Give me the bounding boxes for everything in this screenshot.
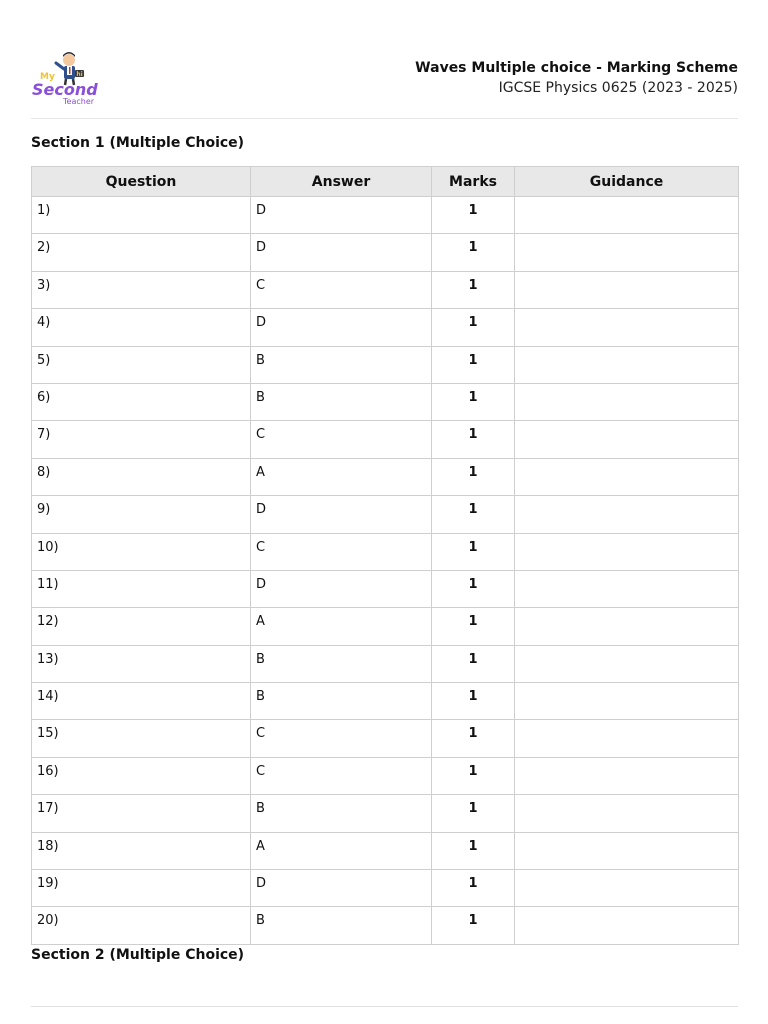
question-cell: 3) bbox=[32, 271, 251, 308]
marks-cell: 1 bbox=[432, 533, 515, 570]
guidance-cell bbox=[515, 720, 739, 757]
guidance-cell bbox=[515, 234, 739, 271]
logo-text-teacher: Teacher bbox=[63, 97, 95, 106]
document-title: Waves Multiple choice - Marking Scheme bbox=[415, 60, 738, 76]
table-row bbox=[32, 496, 739, 533]
marks-cell: 1 bbox=[432, 458, 515, 495]
answer-cell: B bbox=[251, 795, 432, 832]
table-header-row bbox=[32, 167, 739, 197]
guidance-cell bbox=[515, 907, 739, 944]
question-cell: 19) bbox=[32, 870, 251, 907]
table-row bbox=[32, 458, 739, 495]
table-row bbox=[32, 645, 739, 682]
footer-divider bbox=[31, 1006, 738, 1007]
marks-cell: 1 bbox=[432, 645, 515, 682]
table-row bbox=[32, 346, 739, 383]
answer-cell: A bbox=[251, 832, 432, 869]
question-cell: 20) bbox=[32, 907, 251, 944]
guidance-cell bbox=[515, 570, 739, 607]
guidance-cell bbox=[515, 197, 739, 234]
answer-cell: C bbox=[251, 720, 432, 757]
question-cell: 7) bbox=[32, 421, 251, 458]
table-row bbox=[32, 421, 739, 458]
guidance-cell bbox=[515, 795, 739, 832]
marks-cell: 1 bbox=[432, 608, 515, 645]
guidance-cell bbox=[515, 870, 739, 907]
table-row bbox=[32, 234, 739, 271]
guidance-cell bbox=[515, 683, 739, 720]
marks-cell: 1 bbox=[432, 271, 515, 308]
table-row bbox=[32, 197, 739, 234]
marks-cell: 1 bbox=[432, 795, 515, 832]
page-header bbox=[31, 44, 738, 119]
table-row bbox=[32, 608, 739, 645]
answer-cell: D bbox=[251, 870, 432, 907]
answer-cell: D bbox=[251, 197, 432, 234]
marks-cell: 1 bbox=[432, 346, 515, 383]
marks-cell: 1 bbox=[432, 870, 515, 907]
section-1-heading: Section 1 (Multiple Choice) bbox=[31, 135, 245, 151]
marks-cell: 1 bbox=[432, 421, 515, 458]
question-cell: 16) bbox=[32, 757, 251, 794]
question-cell: 18) bbox=[32, 832, 251, 869]
marks-cell: 1 bbox=[432, 570, 515, 607]
question-cell: 1) bbox=[32, 197, 251, 234]
table-row bbox=[32, 683, 739, 720]
marks-cell: 1 bbox=[432, 683, 515, 720]
guidance-cell bbox=[515, 533, 739, 570]
question-cell: 9) bbox=[32, 496, 251, 533]
column-header-guidance: Guidance bbox=[515, 167, 739, 197]
question-cell: 17) bbox=[32, 795, 251, 832]
marks-cell: 1 bbox=[432, 720, 515, 757]
table-row bbox=[32, 757, 739, 794]
marks-cell: 1 bbox=[432, 234, 515, 271]
logo bbox=[31, 49, 111, 107]
answer-cell: D bbox=[251, 234, 432, 271]
guidance-cell bbox=[515, 608, 739, 645]
table-row bbox=[32, 907, 739, 944]
logo-text-second: Second bbox=[32, 80, 98, 99]
answer-cell: A bbox=[251, 458, 432, 495]
answer-cell: B bbox=[251, 683, 432, 720]
question-cell: 8) bbox=[32, 458, 251, 495]
answer-cell: D bbox=[251, 309, 432, 346]
answer-cell: B bbox=[251, 907, 432, 944]
question-cell: 10) bbox=[32, 533, 251, 570]
marks-cell: 1 bbox=[432, 309, 515, 346]
marks-cell: 1 bbox=[432, 383, 515, 420]
guidance-cell bbox=[515, 645, 739, 682]
table-row bbox=[32, 383, 739, 420]
table-row bbox=[32, 309, 739, 346]
marks-cell: 1 bbox=[432, 496, 515, 533]
guidance-cell bbox=[515, 309, 739, 346]
guidance-cell bbox=[515, 832, 739, 869]
question-cell: 12) bbox=[32, 608, 251, 645]
marks-cell: 1 bbox=[432, 907, 515, 944]
question-cell: 6) bbox=[32, 383, 251, 420]
column-header-answer: Answer bbox=[251, 167, 432, 197]
question-cell: 4) bbox=[32, 309, 251, 346]
teacher-mascot-icon bbox=[31, 49, 111, 107]
document-subtitle: IGCSE Physics 0625 (2023 - 2025) bbox=[498, 80, 738, 96]
question-cell: 14) bbox=[32, 683, 251, 720]
table-row bbox=[32, 870, 739, 907]
answer-cell: C bbox=[251, 757, 432, 794]
guidance-cell bbox=[515, 496, 739, 533]
answer-cell: B bbox=[251, 645, 432, 682]
section-2-heading: Section 2 (Multiple Choice) bbox=[31, 947, 245, 963]
guidance-cell bbox=[515, 458, 739, 495]
question-cell: 11) bbox=[32, 570, 251, 607]
question-cell: 15) bbox=[32, 720, 251, 757]
answer-cell: B bbox=[251, 346, 432, 383]
guidance-cell bbox=[515, 421, 739, 458]
marks-cell: 1 bbox=[432, 757, 515, 794]
marks-cell: 1 bbox=[432, 832, 515, 869]
question-cell: 5) bbox=[32, 346, 251, 383]
table-row bbox=[32, 832, 739, 869]
answer-cell: C bbox=[251, 533, 432, 570]
logo-text-my: My bbox=[40, 72, 55, 82]
marks-cell: 1 bbox=[432, 197, 515, 234]
answer-cell: C bbox=[251, 421, 432, 458]
guidance-cell bbox=[515, 346, 739, 383]
table-row bbox=[32, 795, 739, 832]
answer-cell: A bbox=[251, 608, 432, 645]
question-cell: 2) bbox=[32, 234, 251, 271]
answer-cell: D bbox=[251, 496, 432, 533]
answer-cell: C bbox=[251, 271, 432, 308]
question-cell: 13) bbox=[32, 645, 251, 682]
svg-text:hi: hi bbox=[76, 71, 83, 78]
table-row bbox=[32, 271, 739, 308]
title-block bbox=[415, 58, 738, 98]
guidance-cell bbox=[515, 271, 739, 308]
column-header-marks: Marks bbox=[432, 167, 515, 197]
table-row bbox=[32, 570, 739, 607]
guidance-cell bbox=[515, 757, 739, 794]
marking-table bbox=[31, 166, 739, 945]
answer-cell: D bbox=[251, 570, 432, 607]
answer-cell: B bbox=[251, 383, 432, 420]
guidance-cell bbox=[515, 383, 739, 420]
column-header-question: Question bbox=[32, 167, 251, 197]
table-row bbox=[32, 720, 739, 757]
table-row bbox=[32, 533, 739, 570]
